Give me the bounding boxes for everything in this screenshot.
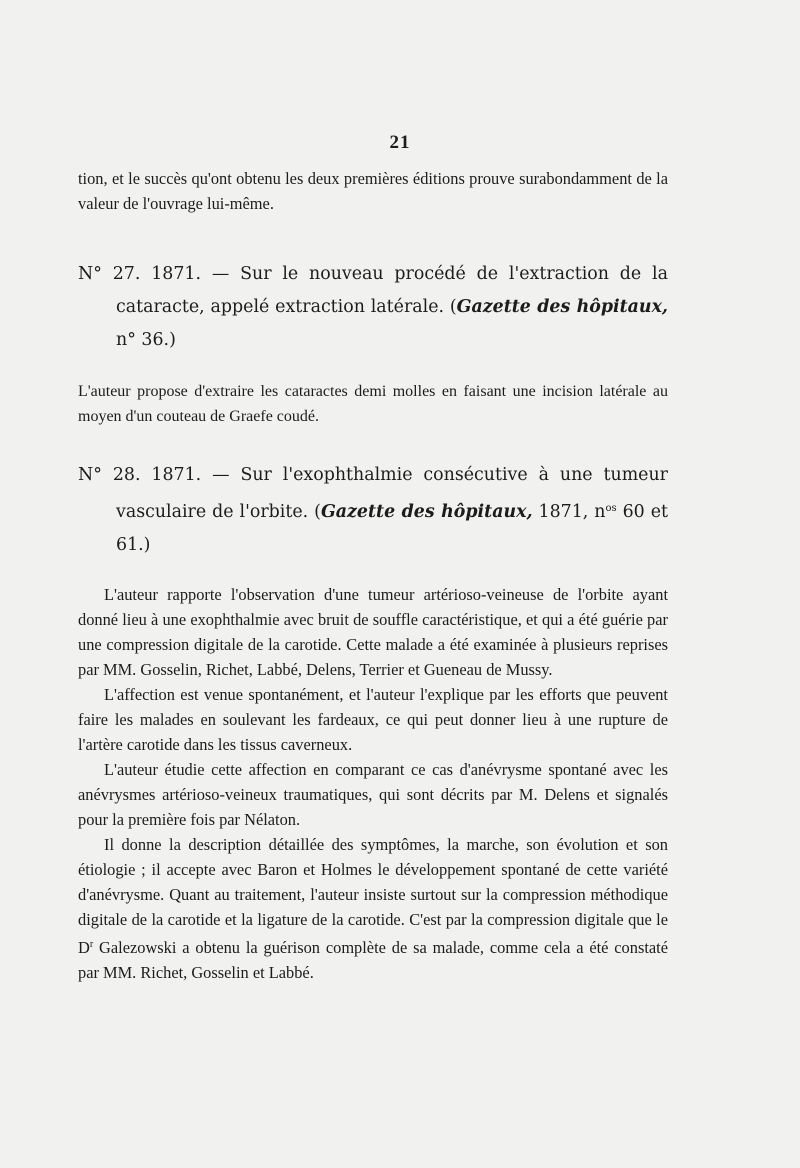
entry-28-heading-sup: os bbox=[605, 503, 617, 514]
entry-28-heading-end: 60 et 61.) bbox=[116, 502, 669, 555]
entry-27-heading-suffix: n° 36.) bbox=[116, 330, 176, 350]
entry-28-journal: Gazette des hôpitaux, bbox=[320, 502, 533, 522]
body-paragraph-4-sup: r bbox=[89, 939, 94, 950]
body-paragraph-4 bbox=[78, 832, 668, 985]
body-paragraph-4-part1: Il donne la description détaillée des symptômes, la marche, son évolution et son étiologie ; il accepte avec Baron et Holmes le développement spontané de cette variété d'anévrysme. Quant au traitement, l'auteur insiste surtout sur la compression méthodique digitale de la carotide et la ligature de la carotide. C'est par la compression digitale que le D bbox=[78, 835, 668, 957]
entry-28-heading-suffix: 1871, n bbox=[532, 502, 606, 522]
body-paragraph-3: L'auteur étudie cette affection en comparant ce cas d'anévrysme spontané avec les anévrysmes artérioso-veineux traumatiques, qui sont décrits par M. Delens et signalés pour la première fois par Nélaton. bbox=[78, 760, 668, 829]
entry-27-body: L'auteur propose d'extraire les cataractes demi molles en faisant une incision latérale au moyen d'un couteau de Graefe coudé. bbox=[78, 383, 668, 425]
body-paragraph-4-part2: Galezowski a obtenu la guérison complète de sa malade, comme cela a été constaté par MM. Richet, Gosselin et Labbé. bbox=[78, 938, 668, 982]
intro-paragraph: tion, et le succès qu'ont obtenu les deux premières éditions prouve surabondamment de la valeur de l'ouvrage lui-même. bbox=[78, 169, 668, 213]
page-number: 21 bbox=[389, 132, 411, 153]
page-content bbox=[78, 166, 668, 985]
entry-28-heading bbox=[78, 459, 668, 562]
entry-28-heading-text: N° 28. 1871. — Sur l'exophthalmie consécutive à une tumeur vasculaire de l'orbite. ( bbox=[78, 465, 668, 522]
entry-27-heading-text: N° 27. 1871. — Sur le nouveau procédé de l'extraction de la cataracte, appelé extraction latérale. ( bbox=[78, 264, 668, 317]
body-paragraph-2: L'affection est venue spontanément, et l'auteur l'explique par les efforts que peuvent faire les malades en soulevant les fardeaux, ce qui peut donner lieu à une rupture de l'artère carotide dans les tissus caverneux. bbox=[78, 685, 668, 754]
entry-27-journal: Gazette des hôpitaux, bbox=[456, 297, 668, 317]
body-paragraph-1: L'auteur rapporte l'observation d'une tumeur artérioso-veineuse de l'orbite ayant donné lieu à une exophthalmie avec bruit de souffle caractéristique, et qui a été guérie par une compression digitale de la carotide. Cette malade a été examinée à plusieurs reprises par MM. Gosselin, Richet, Labbé, Delens, Terrier et Gueneau de Mussy. bbox=[78, 585, 668, 679]
entry-27-heading bbox=[78, 258, 668, 357]
